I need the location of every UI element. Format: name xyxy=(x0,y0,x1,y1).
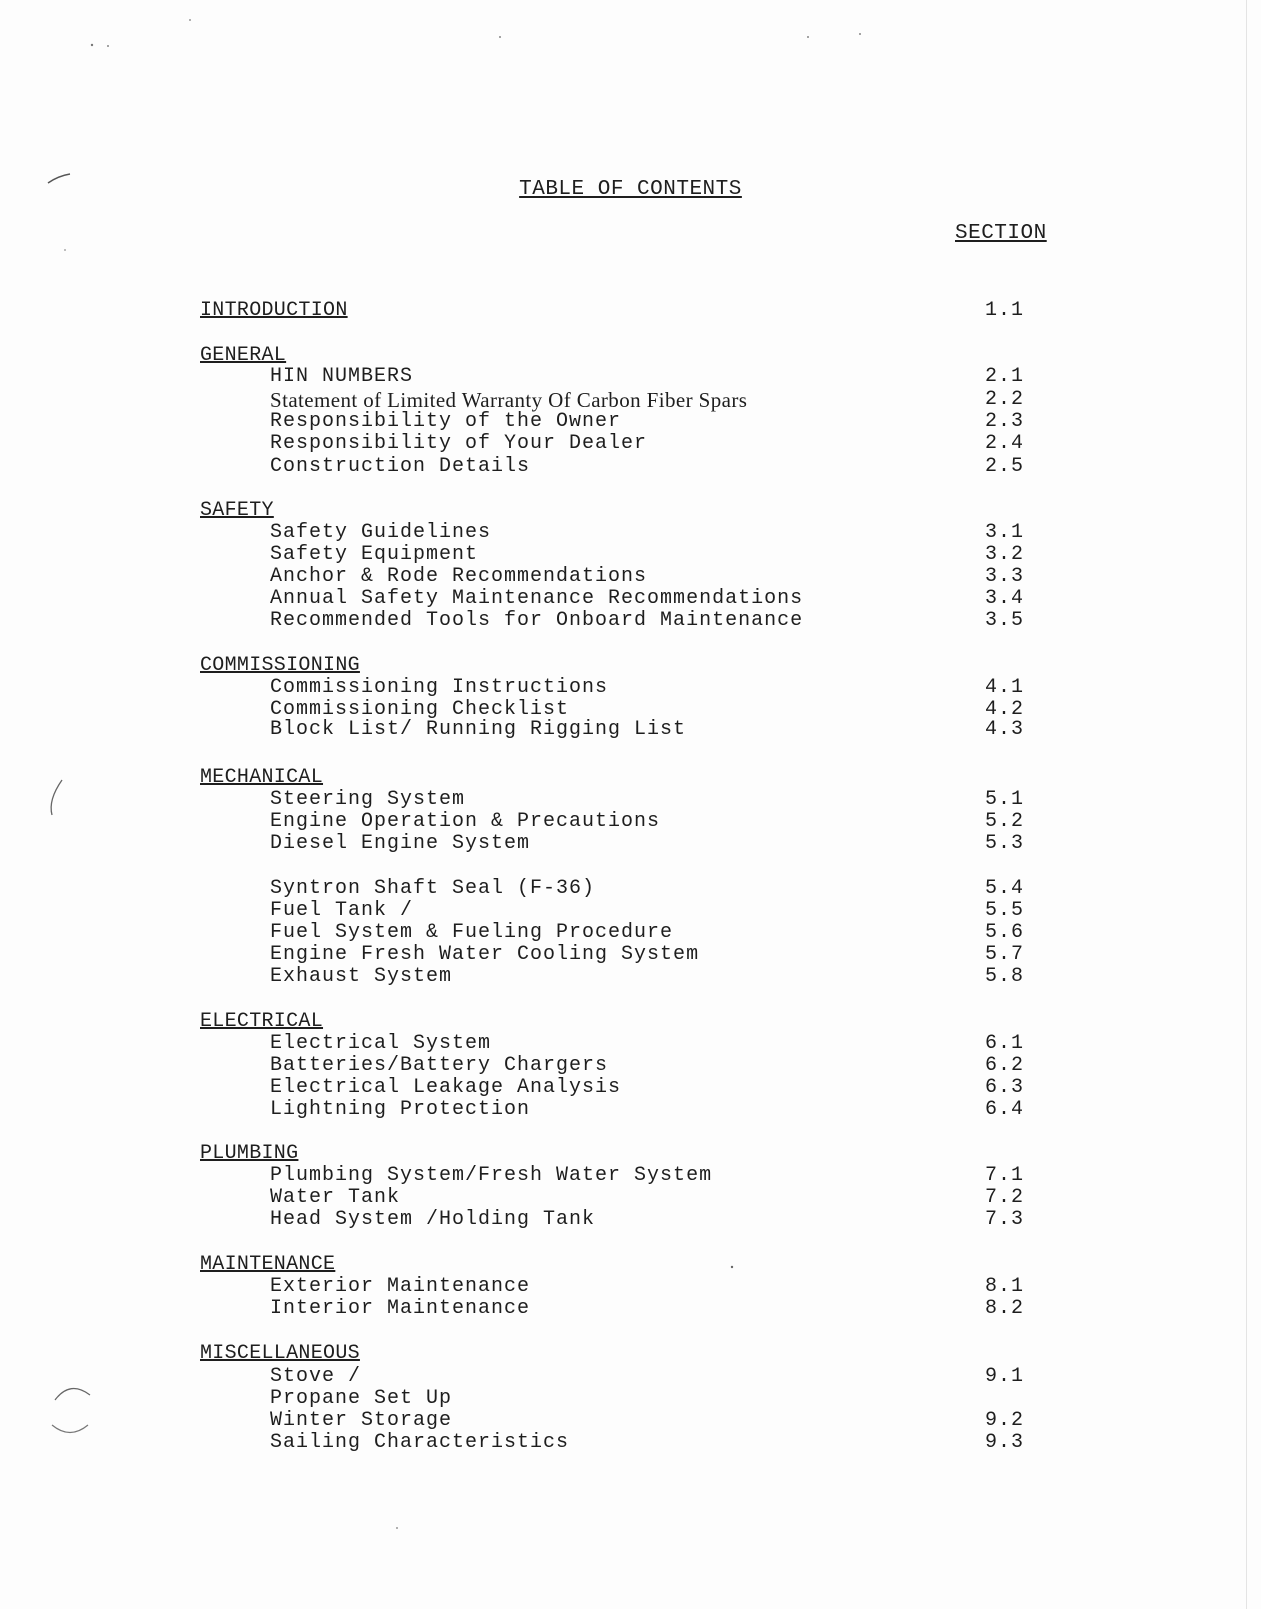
toc-entry-label: Sailing Characteristics xyxy=(270,1431,570,1454)
toc-heading: SAFETY xyxy=(200,499,274,522)
toc-entry-label: Head System /Holding Tank xyxy=(270,1208,596,1231)
toc-section-number: 6.3 xyxy=(985,1076,1025,1099)
toc-section-number: 5.3 xyxy=(985,832,1025,855)
toc-entry-label: Safety Equipment xyxy=(270,543,479,566)
toc-entry xyxy=(0,922,1261,944)
toc-entry xyxy=(0,966,1261,988)
document-title: TABLE OF CONTENTS xyxy=(519,178,742,201)
toc-entry-label: Fuel Tank / xyxy=(270,899,414,922)
toc-entry-label: Exhaust System xyxy=(270,965,453,988)
toc-section-number: 5.1 xyxy=(985,788,1025,811)
toc-entry xyxy=(0,456,1261,478)
toc-section-number: 2.3 xyxy=(985,410,1025,433)
toc-section-number: 4.1 xyxy=(985,676,1025,699)
toc-heading-row xyxy=(0,1143,1261,1165)
toc-section-number: 2.2 xyxy=(985,388,1025,411)
toc-entry-label: Statement of Limited Warranty Of Carbon Fiber Spars xyxy=(270,388,748,412)
toc-entry-label: Anchor & Rode Recommendations xyxy=(270,565,648,588)
toc-entry xyxy=(0,1209,1261,1231)
toc-entry-label: Responsibility of Your Dealer xyxy=(270,432,648,455)
toc-entry-label: Interior Maintenance xyxy=(270,1297,531,1320)
toc-entry-label: Electrical Leakage Analysis xyxy=(270,1076,622,1099)
toc-heading-row xyxy=(0,1011,1261,1033)
toc-heading: COMMISSIONING xyxy=(200,654,360,677)
toc-entry xyxy=(0,411,1261,433)
toc-entry xyxy=(0,1165,1261,1187)
toc-entry-label: Water Tank xyxy=(270,1186,401,1209)
toc-entry xyxy=(0,1388,1261,1410)
toc-entry-label: Batteries/Battery Chargers xyxy=(270,1054,609,1077)
toc-section-number: 4.3 xyxy=(985,718,1025,741)
toc-heading: GENERAL xyxy=(200,344,287,367)
toc-entry xyxy=(0,522,1261,544)
toc-entry xyxy=(0,610,1261,632)
toc-section-number: 6.1 xyxy=(985,1032,1025,1055)
toc-entry xyxy=(0,1033,1261,1055)
toc-entry-label: Electrical System xyxy=(270,1032,492,1055)
toc-section-number: 9.3 xyxy=(985,1431,1025,1454)
toc-entry-label: Plumbing System/Fresh Water System xyxy=(270,1164,713,1187)
toc-entry xyxy=(0,544,1261,566)
toc-section-number: 3.5 xyxy=(985,609,1025,632)
toc-section-number: 8.2 xyxy=(985,1297,1025,1320)
toc-entry-label: Lightning Protection xyxy=(270,1098,531,1121)
toc-entry xyxy=(0,1055,1261,1077)
toc-section-number: 5.4 xyxy=(985,877,1025,900)
toc-entry-label: Syntron Shaft Seal (F-36) xyxy=(270,877,596,900)
toc-entry xyxy=(0,677,1261,699)
toc-entry-label: Exterior Maintenance xyxy=(270,1275,531,1298)
toc-section-number: 8.1 xyxy=(985,1275,1025,1298)
toc-heading: ELECTRICAL xyxy=(200,1010,324,1033)
toc-section-number: 5.8 xyxy=(985,965,1025,988)
toc-entry xyxy=(0,1187,1261,1209)
toc-entry-label: Responsibility of the Owner xyxy=(270,410,622,433)
toc-entry xyxy=(0,1432,1261,1454)
toc-section-number: 2.1 xyxy=(985,365,1025,388)
toc-entry xyxy=(0,789,1261,811)
toc-heading: MISCELLANEOUS xyxy=(200,1342,360,1365)
toc-section-number: 5.6 xyxy=(985,921,1025,944)
toc-heading: INTRODUCTION xyxy=(200,299,348,322)
toc-section-number: 3.3 xyxy=(985,565,1025,588)
toc-section-number: 2.4 xyxy=(985,432,1025,455)
toc-entry-label: Fuel System & Fueling Procedure xyxy=(270,921,674,944)
toc-entry-label: Propane Set Up xyxy=(270,1387,453,1410)
toc-section-number: 7.2 xyxy=(985,1186,1025,1209)
toc-section-number: 9.2 xyxy=(985,1409,1025,1432)
toc-entry xyxy=(0,366,1261,388)
toc-entry xyxy=(0,588,1261,610)
toc-heading-row xyxy=(0,1254,1261,1276)
toc-entry xyxy=(0,719,1261,741)
toc-entry xyxy=(0,811,1261,833)
toc-entry-label: Recommended Tools for Onboard Maintenance xyxy=(270,609,804,632)
toc-entry-label: Construction Details xyxy=(270,455,531,478)
toc-entry-label: Diesel Engine System xyxy=(270,832,531,855)
toc-entry-label: Engine Operation & Precautions xyxy=(270,810,661,833)
toc-section-number: 3.2 xyxy=(985,543,1025,566)
toc-section-number: 3.4 xyxy=(985,587,1025,610)
toc-entry xyxy=(0,1099,1261,1121)
toc-entry-label: Safety Guidelines xyxy=(270,521,492,544)
toc-heading: MAINTENANCE xyxy=(200,1253,336,1276)
toc-entry xyxy=(0,566,1261,588)
toc-entry-label: Stove / xyxy=(270,1365,362,1388)
toc-heading-row xyxy=(0,655,1261,677)
toc-heading-row xyxy=(0,1343,1261,1365)
toc-section-number: 6.4 xyxy=(985,1098,1025,1121)
toc-section-number: 5.2 xyxy=(985,810,1025,833)
toc-heading-row xyxy=(0,300,1261,322)
toc-section-number: 7.3 xyxy=(985,1208,1025,1231)
toc-entry xyxy=(0,833,1261,855)
toc-entry xyxy=(0,389,1261,411)
section-column-header: SECTION xyxy=(955,222,1047,245)
toc-entry xyxy=(0,900,1261,922)
toc-section-number: 6.2 xyxy=(985,1054,1025,1077)
toc-section-number: 9.1 xyxy=(985,1365,1025,1388)
toc-entry-label: Block List/ Running Rigging List xyxy=(270,718,687,741)
toc-entry xyxy=(0,1298,1261,1320)
toc-heading: MECHANICAL xyxy=(200,766,324,789)
toc-entry xyxy=(0,1366,1261,1388)
toc-entry xyxy=(0,1410,1261,1432)
toc-entry-label: Steering System xyxy=(270,788,466,811)
toc-section-number: 1.1 xyxy=(985,299,1025,322)
toc-section-number: 5.7 xyxy=(985,943,1025,966)
toc-heading-row xyxy=(0,500,1261,522)
toc-section-number: 3.1 xyxy=(985,521,1025,544)
toc-entry-label: Winter Storage xyxy=(270,1409,453,1432)
toc-entry-label: Commissioning Instructions xyxy=(270,676,609,699)
toc-entry xyxy=(0,1077,1261,1099)
toc-section-number: 5.5 xyxy=(985,899,1025,922)
toc-section-number: 7.1 xyxy=(985,1164,1025,1187)
toc-entry xyxy=(0,1276,1261,1298)
toc-entry-label: Engine Fresh Water Cooling System xyxy=(270,943,700,966)
toc-entry xyxy=(0,878,1261,900)
toc-entry xyxy=(0,944,1261,966)
toc-heading-row xyxy=(0,767,1261,789)
toc-entry-label: Commissioning Checklist xyxy=(270,698,570,721)
toc-entry-label: HIN NUMBERS xyxy=(270,365,414,388)
toc-section-number: 4.2 xyxy=(985,698,1025,721)
toc-entry xyxy=(0,433,1261,455)
toc-entry-label: Annual Safety Maintenance Recommendations xyxy=(270,587,804,610)
toc-section-number: 2.5 xyxy=(985,455,1025,478)
toc-heading-row xyxy=(0,345,1261,367)
toc-heading: PLUMBING xyxy=(200,1142,299,1165)
